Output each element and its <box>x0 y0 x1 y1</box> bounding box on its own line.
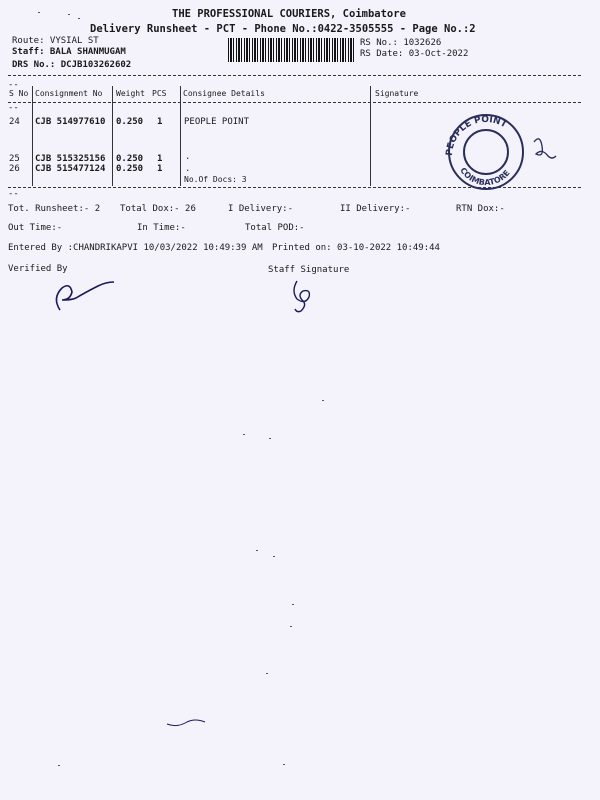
column-divider <box>112 86 113 186</box>
scan-speck <box>78 18 80 19</box>
total-runsheet: Tot. Runsheet:- 2 <box>8 204 101 214</box>
table-row-weight: 0.250 <box>116 154 144 164</box>
table-row-consignment: CJB 515477124 <box>35 164 106 174</box>
table-row-sno: 24 <box>9 117 20 127</box>
table-row-pcs: 1 <box>157 117 163 127</box>
scan-speck <box>292 604 294 605</box>
rtn-dox: RTN Dox:- <box>456 204 505 214</box>
scan-speck <box>283 764 285 765</box>
column-header-sno: S No <box>9 89 29 98</box>
scan-speck <box>58 765 60 766</box>
column-header-pcs: PCS <box>152 89 167 98</box>
scan-mark <box>165 716 215 730</box>
table-row-weight: 0.250 <box>116 117 144 127</box>
column-divider <box>370 86 371 186</box>
table-row-consignment: CJB 514977610 <box>35 117 106 127</box>
divider <box>8 75 581 76</box>
column-header-weight: Weight <box>116 89 145 98</box>
scan-speck <box>290 626 292 627</box>
company-title: THE PROFESSIONAL COURIERS, Coimbatore <box>172 8 406 20</box>
drs-number: DRS No.: DCJB103262602 <box>12 60 132 70</box>
scan-speck <box>322 400 324 401</box>
in-time: In Time:- <box>137 223 186 233</box>
verified-by: Verified By <box>8 264 68 274</box>
signature-scribble <box>534 139 556 158</box>
verified-signature <box>40 270 120 315</box>
rs-date: RS Date: 03-Oct-2022 <box>360 49 469 59</box>
barcode <box>228 38 356 62</box>
runsheet-title: Delivery Runsheet - PCT - Phone No.:0422-3505555 - Page No.:2 <box>90 23 476 35</box>
table-row-consignee: PEOPLE POINT <box>184 117 250 127</box>
column-divider <box>180 86 181 186</box>
column-header-consignment: Consignment No <box>35 89 103 98</box>
scan-speck <box>266 673 268 674</box>
total-dox: Total Dox:- 26 <box>120 204 196 214</box>
printed-on: Printed on: 03-10-2022 10:49:44 <box>272 243 440 253</box>
no-of-docs: No.Of Docs: 3 <box>184 175 247 184</box>
people-point-stamp <box>440 112 590 192</box>
scan-speck <box>243 434 245 435</box>
table-row-consignee: . <box>185 152 191 162</box>
table-row-pcs: 1 <box>157 154 163 164</box>
staff-signature-label: Staff Signature <box>268 265 350 275</box>
stamp-text-bottom: COIMBATORE <box>458 165 512 188</box>
rs-number: RS No.: 1032626 <box>360 38 442 48</box>
dash-mark: -- <box>8 80 19 90</box>
column-header-consignee: Consignee Details <box>183 89 265 98</box>
dash-mark: -- <box>8 103 19 113</box>
ii-delivery: II Delivery:- <box>340 204 411 214</box>
scan-speck <box>269 438 271 439</box>
scan-speck <box>256 550 258 551</box>
table-row-consignment: CJB 515325156 <box>35 154 106 164</box>
column-divider <box>32 86 33 186</box>
scan-speck <box>38 12 40 13</box>
staff-signature <box>285 275 325 315</box>
i-delivery: I Delivery:- <box>228 204 294 214</box>
scan-speck <box>68 14 70 15</box>
out-time: Out Time:- <box>8 223 63 233</box>
divider <box>8 102 581 103</box>
dash-mark: -- <box>8 189 19 199</box>
table-row-pcs: 1 <box>157 164 163 174</box>
table-row-weight: 0.250 <box>116 164 144 174</box>
entered-by: Entered By :CHANDRIKAPVI 10/03/2022 10:49:39 AM <box>8 243 263 253</box>
table-row-sno: 26 <box>9 164 20 174</box>
staff: Staff: BALA SHANMUGAM <box>12 47 126 57</box>
table-row-consignee: . <box>185 164 191 174</box>
table-row-sno: 25 <box>9 154 20 164</box>
route: Route: VYSIAL ST <box>12 36 99 46</box>
total-pod: Total POD:- <box>245 223 305 233</box>
column-header-signature: Signature <box>375 89 419 98</box>
stamp-text-top: PEOPLE POINT <box>444 114 509 157</box>
scan-speck <box>273 556 275 557</box>
